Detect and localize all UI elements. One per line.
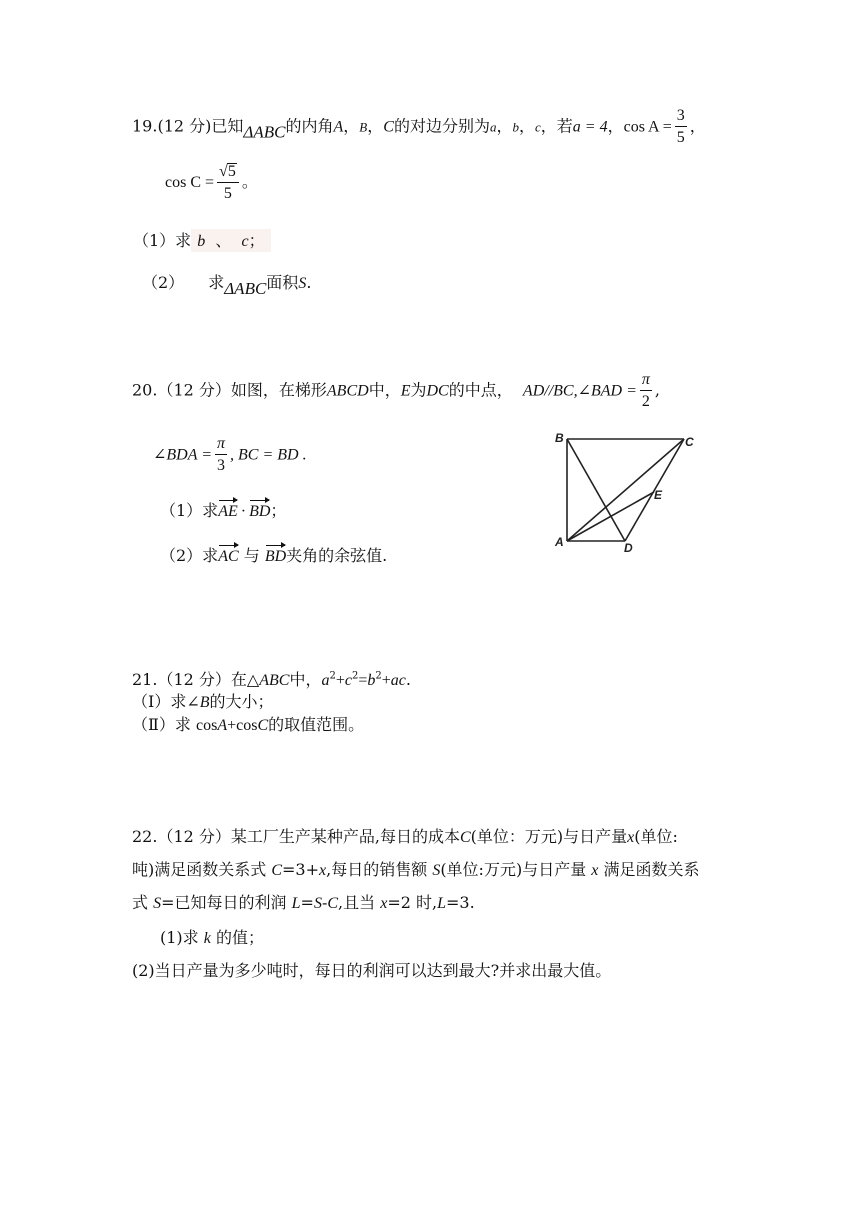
- vector-BD: BD: [264, 548, 287, 565]
- text: 的内角: [285, 116, 334, 136]
- part-label: (1)求: [160, 928, 199, 947]
- vector-AE: AE: [218, 503, 238, 520]
- q20-part2: [160, 547, 387, 565]
- text: ,每日的销售额: [326, 860, 428, 879]
- text: =已知每日的利润: [161, 893, 287, 912]
- label-E: E: [654, 488, 663, 502]
- var-S: S: [298, 275, 307, 292]
- var-S: S: [313, 895, 322, 912]
- q20-number: 20.（12 分）如图，在梯形: [132, 380, 327, 400]
- q22-part2: [132, 963, 611, 979]
- vector-AC: AC: [218, 548, 239, 565]
- var-C: C: [271, 862, 283, 879]
- text: =: [300, 893, 314, 912]
- q19-line1: 19.(12 分)已知ΔABC的内角A，B，C的对边分别为a，b，c，若a = 4，cos A = $\frac{3}{5}$ ，: [132, 107, 706, 146]
- condition: AD//BC,∠BAD =: [522, 382, 637, 400]
- text: 面积: [266, 273, 299, 292]
- label-B: B: [555, 431, 564, 445]
- text: 的大小；: [209, 692, 274, 711]
- text: .: [405, 670, 411, 689]
- q22-line1: [132, 829, 678, 846]
- var-S: S: [432, 862, 441, 879]
- q22-number: 22.（12 分）某工厂生产某种产品,每日的成本: [132, 827, 460, 846]
- text: (单位:万元)与日产量: [440, 860, 587, 879]
- numerator: √5: [217, 163, 239, 183]
- text: (单位:: [634, 827, 678, 846]
- equals: =: [358, 672, 368, 689]
- triangle-abc: △ABC: [246, 672, 290, 689]
- cos: cos: [195, 717, 218, 734]
- text: 的取值范围。: [268, 715, 365, 734]
- plus: +: [335, 672, 345, 689]
- text: (2)当日产量为多少吨时，每日的利润可以达到最大?并求出最大值。: [132, 961, 612, 980]
- var-ABCD: ABCD: [326, 382, 369, 400]
- q21-part1: [132, 694, 274, 711]
- var-x: x: [380, 895, 388, 912]
- var-b: b: [367, 672, 376, 689]
- denominator: 3: [217, 457, 226, 474]
- trapezoid-figure: [548, 428, 708, 558]
- part-label: （1）求: [160, 501, 219, 520]
- plus-cos: +cos: [227, 717, 258, 734]
- text: 中，: [289, 670, 322, 689]
- var-A: A: [333, 118, 344, 136]
- triangle-abc: ΔABC: [224, 279, 267, 298]
- text: =2 时,: [387, 893, 438, 912]
- condition-bc-bd: , BC = BD .: [230, 446, 307, 464]
- q19-part1: [133, 233, 271, 250]
- text: 。: [241, 172, 258, 191]
- text: 为: [410, 380, 427, 400]
- q22-line3: [132, 895, 475, 912]
- var-x: x: [591, 862, 599, 879]
- text: ，若: [540, 116, 573, 136]
- denominator: 5: [223, 185, 232, 202]
- var-C: C: [459, 829, 471, 846]
- a-equals-4: a = 4: [572, 118, 608, 136]
- var-x: x: [319, 862, 327, 879]
- q21-number: 21.（12 分）在: [132, 670, 247, 689]
- denominator: 2: [641, 393, 650, 410]
- denominator: 5: [676, 129, 685, 146]
- text: ；: [270, 501, 287, 520]
- text: =3+: [282, 860, 320, 879]
- label-D: D: [624, 541, 633, 555]
- vector-BD: BD: [249, 503, 271, 520]
- var-x: x: [627, 829, 635, 846]
- q20-part1: [160, 502, 286, 520]
- fraction-pi-2: [640, 372, 652, 410]
- part-label: （Ⅱ）求: [132, 715, 191, 734]
- text: (单位：万元)与日产量: [470, 827, 628, 846]
- cos-A: cos A =: [623, 118, 672, 136]
- numerator: π: [215, 436, 227, 455]
- var-B: B: [359, 119, 368, 135]
- var-C: C: [257, 717, 269, 734]
- var-b: b: [197, 233, 206, 250]
- q19-number: 19.(12 分)已知: [132, 116, 244, 136]
- var-a: a: [321, 672, 330, 689]
- var-c: c: [241, 233, 249, 250]
- numerator: 3: [675, 108, 687, 127]
- var-ac: ac: [390, 672, 406, 689]
- cos-C: cos C =: [165, 174, 215, 191]
- text: ；: [248, 231, 265, 250]
- text: 中，: [368, 380, 401, 400]
- var-b: b: [512, 119, 519, 135]
- text: 式: [132, 893, 149, 912]
- text: .: [306, 273, 312, 292]
- fraction-sqrt5-5: [217, 163, 239, 202]
- text: 吨)满足函数关系式: [132, 860, 267, 879]
- var-S: S: [153, 895, 162, 912]
- segment-BD: [567, 439, 625, 541]
- part-label: （2）求: [160, 546, 219, 565]
- segment-AC: [567, 439, 684, 541]
- var-A: A: [217, 717, 228, 734]
- var-C: C: [383, 118, 394, 136]
- var-c: c: [534, 119, 541, 135]
- condition: ∠BDA =: [153, 446, 213, 464]
- dot-operator: ·: [240, 503, 247, 520]
- q20-line2: [153, 436, 307, 474]
- var-k: k: [203, 930, 211, 947]
- var-DC: DC: [426, 382, 449, 400]
- text: 、: [215, 231, 232, 250]
- plus: +: [381, 672, 391, 689]
- var-L: L: [291, 895, 301, 912]
- var-a: a: [489, 119, 497, 135]
- text: =3.: [445, 893, 475, 912]
- q22-part1: [160, 930, 264, 947]
- text: 夹角的余弦值.: [286, 546, 388, 565]
- numerator: π: [640, 372, 652, 391]
- part-label: （Ⅰ）求: [132, 692, 187, 711]
- q22-line2: [132, 862, 700, 879]
- text: 满足函数关系: [603, 860, 700, 879]
- fraction-pi-3: [215, 436, 227, 474]
- part-label: （2）: [142, 273, 185, 292]
- part-label: （1）求: [133, 231, 192, 250]
- segment-AE: [567, 492, 654, 541]
- radicand: 5: [227, 163, 236, 180]
- var-C: C: [327, 895, 339, 912]
- triangle-abc: ΔABC: [243, 122, 286, 142]
- text: -: [321, 893, 328, 912]
- q20-line1: 20.（12 分）如图，在梯形ABCD中，E为DC的中点， AD//BC,∠BAD = $\frac{\pi}{2}$ ,: [132, 371, 660, 410]
- q21-part2: [132, 717, 364, 734]
- label-A: A: [555, 535, 564, 549]
- text: ,且当: [338, 893, 376, 912]
- angle-B: ∠B: [186, 694, 210, 711]
- text: 的对边分别为: [393, 116, 490, 136]
- var-E: E: [400, 382, 411, 400]
- text: 的中点，: [448, 380, 513, 400]
- var-c: c: [344, 672, 352, 689]
- text: 求: [208, 273, 225, 292]
- var-L: L: [437, 895, 446, 912]
- text: 与: [243, 546, 260, 565]
- q19-line2: [165, 163, 258, 202]
- label-C: C: [685, 435, 694, 449]
- q21-line1: 21.（12 分）在△ABC中，$a^2+c^2=b^2+ac$.: [132, 670, 411, 689]
- fraction-3-5: [675, 108, 687, 146]
- q19-part1-highlight: [191, 229, 270, 252]
- q19-part2: [142, 275, 311, 297]
- text: 的值；: [215, 928, 264, 947]
